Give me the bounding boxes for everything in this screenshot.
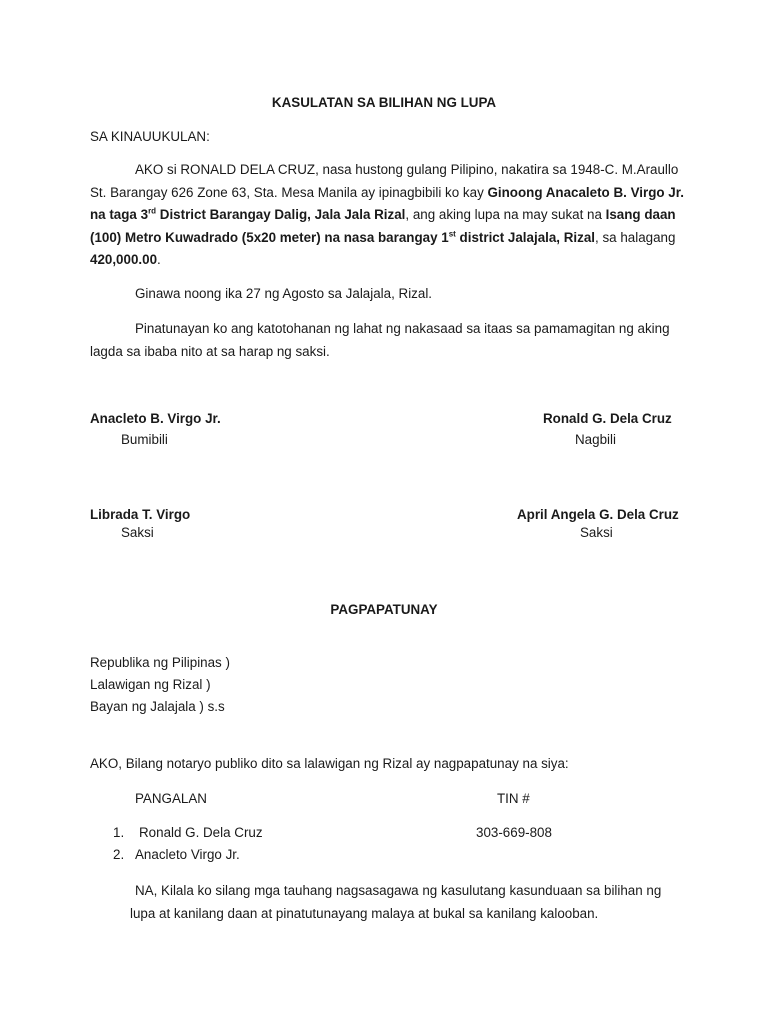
land-location-bold: district Jalajala, Rizal	[455, 229, 596, 245]
body-text-4: .	[157, 252, 161, 267]
notary-statement: AKO, Bilang notaryo publiko dito sa lalawigan ng Rizal ay nagpapatunay na siya:	[90, 756, 569, 771]
row-name: Ronald G. Dela Cruz	[139, 825, 263, 840]
body-paragraph	[90, 159, 690, 272]
attestation-text: Pinatunayan ko ang katotohanan ng lahat ng nakasaad sa itaas sa pamamagitan ng aking lagda sa ibaba nito at sa harap ng saksi.	[90, 321, 670, 359]
closing-paragraph: NA, Kilala ko silang mga tauhang nagsasagawa ng kasulutang kasunduaan sa bilihan ng lupa at kanilang daan at pinatutunayang malaya at bukal sa kanilang kalooban.	[130, 883, 662, 921]
made-on-line: Ginawa noong ika 27 ng Agosto sa Jalajala, Rizal.	[135, 286, 433, 301]
salutation: SA KINAUUKULAN:	[90, 129, 210, 144]
witness1-role: Saksi	[121, 525, 154, 540]
price-bold: 420,000.00	[90, 252, 158, 267]
buyer-district-bold: District Barangay Dalig, Jala Jala Rizal	[156, 207, 406, 222]
body-text-2: , ang aking lupa na may sukat na	[405, 207, 606, 222]
seller-signatory-role: Nagbili	[575, 432, 616, 447]
buyer-signatory-name: Anacleto B. Virgo Jr.	[90, 411, 221, 426]
column-header-name: PANGALAN	[135, 791, 207, 806]
venue-line-3: Bayan ng Jalajala ) s.s	[90, 699, 225, 714]
venue-line-1: Republika ng Pilipinas )	[90, 655, 230, 670]
witness2-name: April Angela G. Dela Cruz	[517, 507, 679, 522]
buyer-signatory-role: Bumibili	[121, 432, 168, 447]
body-text-3: , sa halagang	[595, 229, 676, 245]
row-name: Anacleto Virgo Jr.	[135, 847, 240, 862]
ordinal-rd: rd	[148, 206, 157, 216]
column-header-tin: TIN #	[497, 791, 530, 806]
witness2-role: Saksi	[580, 525, 613, 540]
buyer-name-bold: Ginoong Anacaleto B. Virgo Jr. na taga 3	[90, 184, 684, 222]
row-number: 2.	[113, 847, 125, 862]
ordinal-st: st	[448, 229, 456, 239]
venue-line-2: Lalawigan ng Rizal )	[90, 677, 211, 692]
witness1-name: Librada T. Virgo	[90, 507, 191, 522]
land-area-bold: Isang daan (100) Metro Kuwadrado (5x20 meter) na nasa barangay 1	[90, 207, 676, 245]
body-text-1: AKO si RONALD DELA CRUZ, nasa hustong gulang Pilipino, nakatira sa 1948-C. M.Araullo St. Barangay 626 Zone 63, Sta. Mesa Manila ay ipinagbibili ko kay	[90, 162, 679, 200]
row-tin: 303-669-808	[476, 825, 552, 840]
document-title: KASULATAN SA BILIHAN NG LUPA	[271, 95, 497, 110]
attestation-paragraph	[90, 318, 690, 363]
row-number: 1.	[113, 825, 125, 840]
acknowledgment-title: PAGPAPATUNAY	[330, 602, 438, 617]
seller-signatory-name: Ronald G. Dela Cruz	[543, 411, 672, 426]
